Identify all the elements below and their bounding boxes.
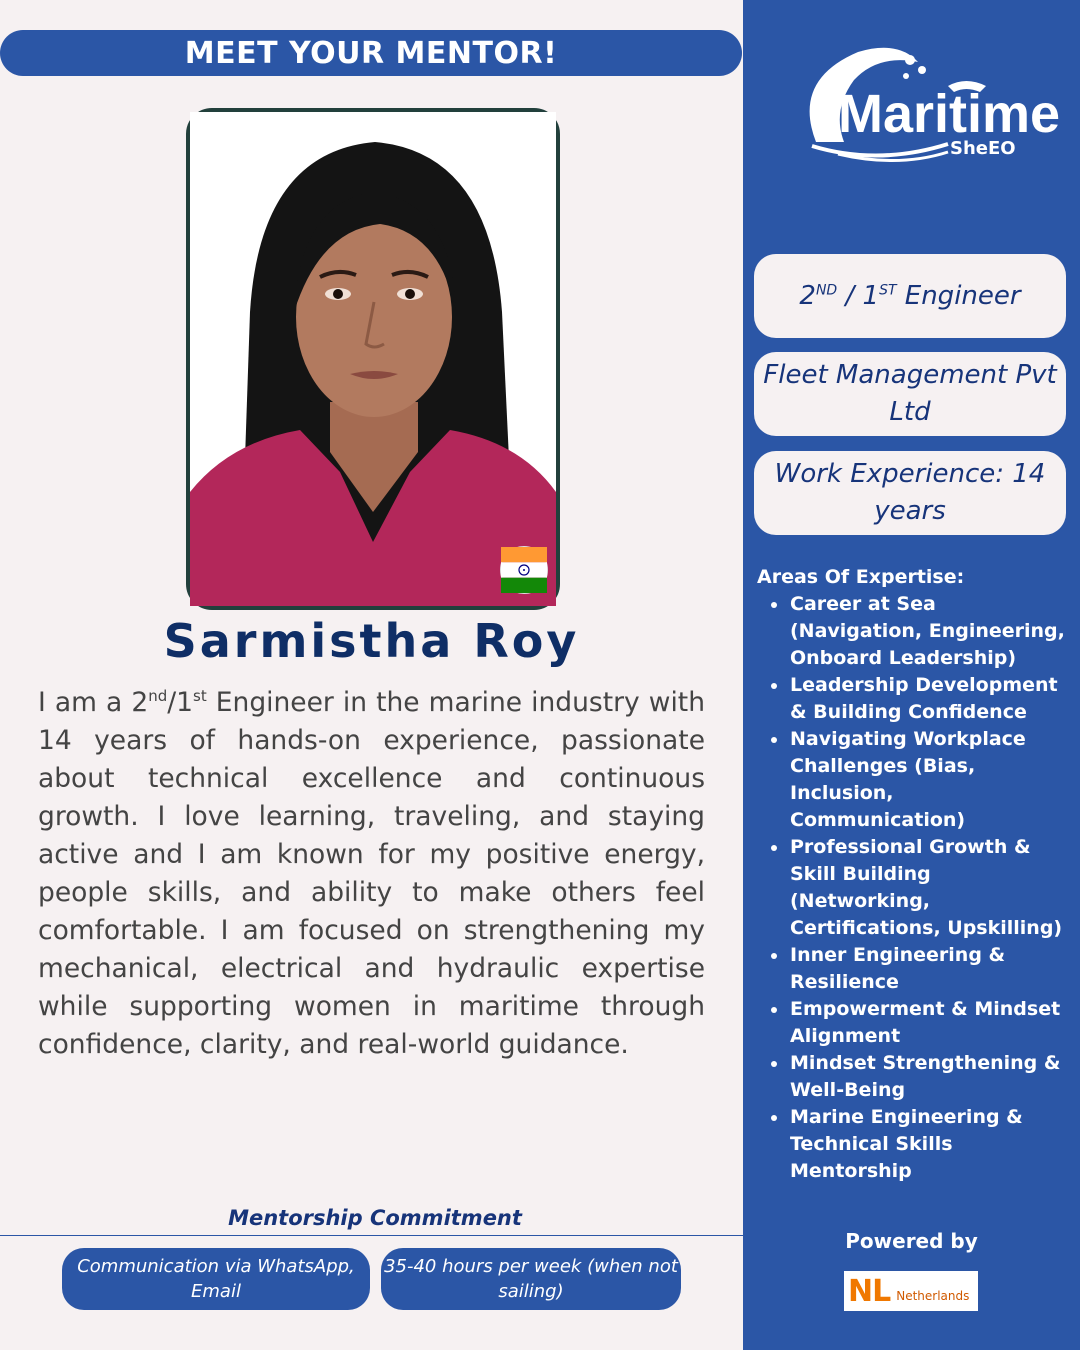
expertise-item: Mindset Strengthening & Well-Being bbox=[768, 1050, 1068, 1104]
commitment-communication bbox=[62, 1248, 370, 1310]
mentor-photo bbox=[186, 108, 560, 610]
nl-netherlands-logo bbox=[844, 1271, 978, 1311]
commitment-divider bbox=[0, 1235, 743, 1236]
bio-part-2: /1 bbox=[167, 687, 194, 718]
banner-title: MEET YOUR MENTOR! bbox=[184, 35, 558, 71]
role-sup-1: ND bbox=[815, 281, 838, 298]
role-part-2: / 1 bbox=[837, 280, 880, 311]
mentor-bio bbox=[38, 684, 705, 1064]
experience-text: Work Experience: 14 years bbox=[774, 459, 1046, 526]
experience-card bbox=[754, 451, 1066, 535]
company-text: Fleet Management Pvt Ltd bbox=[763, 360, 1057, 427]
bio-sup-1: nd bbox=[148, 687, 168, 706]
commitment-hours-text: 35-40 hours per week (when not sailing) bbox=[384, 1256, 678, 1302]
bio-sup-2: st bbox=[193, 687, 207, 706]
maritime-sheeo-logo bbox=[798, 40, 1061, 160]
mentor-name: Sarmistha Roy bbox=[163, 614, 580, 668]
role-sup-2: ST bbox=[879, 281, 897, 298]
meet-mentor-banner bbox=[0, 30, 742, 76]
commitment-hours bbox=[381, 1248, 681, 1310]
expertise-item: Navigating Workplace Challenges (Bias, Inclusion, Communication) bbox=[768, 726, 1068, 834]
nl-mark: NL bbox=[848, 1273, 891, 1309]
bio-part-3: Engineer in the marine industry with 14 years of hands-on experience, passionate about technical excellence and continuous growth. I love learning, traveling, and staying active and I am known for my positive energy, people skills, and ability to make others feel comfortable. I am focused on strengthening my mechanical, electrical and hydraulic expertise while supporting women in maritime through confidence, clarity, and real-world guidance. bbox=[38, 687, 705, 1060]
role-text bbox=[799, 278, 1020, 315]
role-part-3: Engineer bbox=[896, 280, 1021, 311]
mentor-portrait-image bbox=[190, 112, 556, 606]
expertise-list bbox=[768, 591, 1068, 1185]
company-card bbox=[754, 352, 1066, 436]
expertise-item: Marine Engineering & Technical Skills Mentorship bbox=[768, 1104, 1068, 1185]
commitment-title: Mentorship Commitment bbox=[228, 1206, 522, 1230]
expertise-item: Career at Sea (Navigation, Engineering, Onboard Leadership) bbox=[768, 591, 1068, 672]
expertise-item: Leadership Development & Building Confidence bbox=[768, 672, 1068, 726]
role-part-1: 2 bbox=[799, 280, 816, 311]
expertise-item: Inner Engineering & Resilience bbox=[768, 942, 1068, 996]
india-flag-icon bbox=[500, 546, 548, 594]
expertise-item: Professional Growth & Skill Building (Networking, Certifications, Upskilling) bbox=[768, 834, 1068, 942]
bio-part-1: I am a 2 bbox=[38, 687, 149, 718]
role-card bbox=[754, 254, 1066, 338]
powered-by-label: Powered by bbox=[845, 1229, 978, 1253]
nl-text: Netherlands bbox=[896, 1289, 970, 1303]
expertise-item: Empowerment & Mindset Alignment bbox=[768, 996, 1068, 1050]
expertise-title: Areas Of Expertise: bbox=[757, 566, 965, 588]
logo-wordmark: Maritime bbox=[838, 84, 1061, 144]
commitment-communication-text: Communication via WhatsApp, Email bbox=[77, 1256, 355, 1302]
logo-sub: SheEO bbox=[950, 138, 1016, 159]
